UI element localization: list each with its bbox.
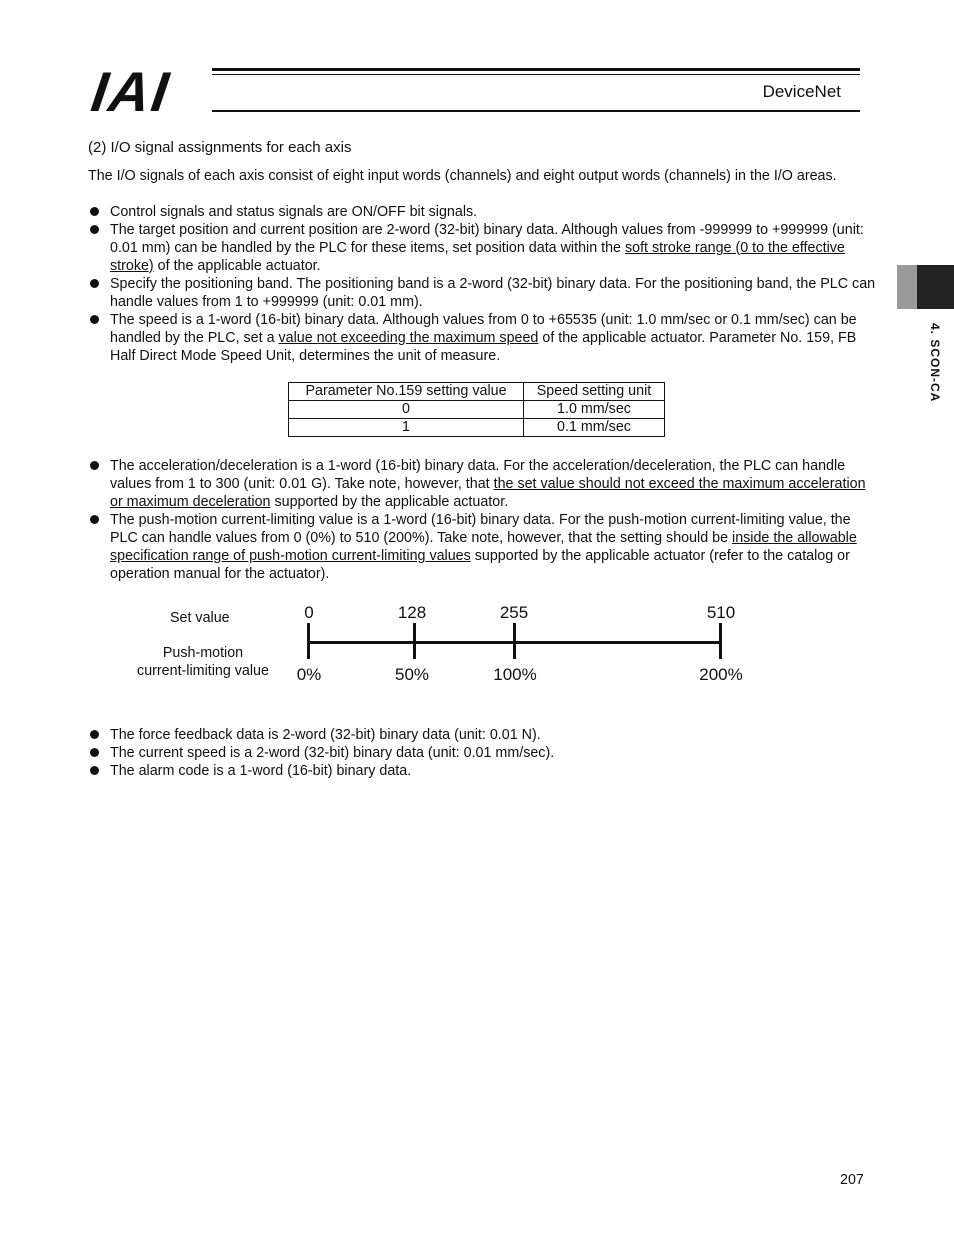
speed-unit-table bbox=[288, 382, 665, 437]
list-item: Specify the positioning band. The positioning band is a 2-word (32-bit) binary data. For the positioning band, the PLC can handle values from 1 to +999999 (unit: 0.01 mm). bbox=[88, 275, 878, 311]
set-value-tick-label: 0 bbox=[304, 603, 314, 622]
scale-tick bbox=[413, 623, 416, 659]
percent-tick-label: 50% bbox=[394, 665, 430, 684]
list-item: The current speed is a 2-word (32-bit) binary data (unit: 0.01 mm/sec). bbox=[88, 744, 878, 762]
table-cell: 0 bbox=[289, 401, 524, 419]
chapter-tab-dark bbox=[917, 265, 954, 309]
list-item: The acceleration/deceleration is a 1-word (16-bit) binary data. For the acceleration/deceleration, the PLC can handle values from 1 to 300 (unit: 0.01 G). Take note, however, that the set value should not exceed the maximum acceleration or maximum deceleration supported by the applicable actuator. bbox=[88, 457, 878, 511]
list-item: The target position and current position are 2-word (32-bit) binary data. Although values from -999999 to +999999 (unit: 0.01 mm) can be handled by the PLC for these items, set position data within the soft stroke range (0 to the effective stroke) of the applicable actuator. bbox=[88, 221, 878, 275]
table-header-row bbox=[289, 383, 665, 401]
underlined-text: inside the allowable specification range of push-motion current-limiting values bbox=[110, 530, 857, 564]
table-header-cell: Parameter No.159 setting value bbox=[289, 383, 524, 401]
table-header-cell: Speed setting unit bbox=[524, 383, 665, 401]
table-row bbox=[289, 419, 665, 437]
chapter-tab-light bbox=[897, 265, 917, 309]
intro-paragraph: The I/O signals of each axis consist of eight input words (channels) and eight output words (channels) in the I/O areas. bbox=[88, 168, 837, 184]
scale-tick bbox=[719, 623, 722, 659]
set-value-tick-label: 255 bbox=[499, 603, 529, 622]
table-cell: 1 bbox=[289, 419, 524, 437]
underlined-text: soft stroke range (0 to the effective stroke) bbox=[110, 240, 845, 274]
list-item: The speed is a 1-word (16-bit) binary data. Although values from 0 to +65535 (unit: 1.0 mm/sec or 0.1 mm/sec) can be handled by the PLC, set a value not exceeding the maximum speed of the applicable actuator. Parameter No. 159, FB Half Direct Mode Speed Unit, determines the unit of measure. bbox=[88, 311, 878, 365]
list-item: The push-motion current-limiting value is a 1-word (16-bit) binary data. For the push-motion current-limiting value, the PLC can handle values from 0 (0%) to 510 (200%). Take note, however, that the setting should be inside the allowable specification range of push-motion current-limiting values supported by the applicable actuator (refer to the catalog or operation manual for the actuator). bbox=[88, 511, 878, 583]
scale-tick bbox=[513, 623, 516, 659]
list-item: The alarm code is a 1-word (16-bit) binary data. bbox=[88, 762, 878, 780]
underlined-text: value not exceeding the maximum speed bbox=[278, 330, 539, 346]
table-row bbox=[289, 401, 665, 419]
iai-logo: IAI bbox=[87, 60, 175, 123]
header-title: DeviceNet bbox=[762, 82, 841, 101]
push-motion-label: Push-motion current-limiting value bbox=[137, 645, 269, 679]
set-value-tick-label: 128 bbox=[397, 603, 427, 622]
bullet-list-top bbox=[88, 203, 878, 365]
percent-tick-label: 0% bbox=[296, 665, 322, 684]
percent-tick-label: 100% bbox=[493, 665, 537, 684]
section-heading: (2) I/O signal assignments for each axis bbox=[88, 139, 352, 156]
bullet-list-middle bbox=[88, 457, 878, 583]
page-number: 207 bbox=[840, 1172, 864, 1188]
bullet-list-bottom bbox=[88, 726, 878, 780]
table-cell: 0.1 mm/sec bbox=[524, 419, 665, 437]
set-value-label: Set value bbox=[170, 610, 230, 626]
percent-tick-label: 200% bbox=[699, 665, 743, 684]
list-item: Control signals and status signals are ON/OFF bit signals. bbox=[88, 203, 878, 221]
header-bottom-rule bbox=[212, 110, 860, 112]
list-item: The force feedback data is 2-word (32-bit) binary data (unit: 0.01 N). bbox=[88, 726, 878, 744]
chapter-tab-label: 4. SCON-CA bbox=[928, 323, 942, 403]
table-cell: 1.0 mm/sec bbox=[524, 401, 665, 419]
set-value-tick-label: 510 bbox=[706, 603, 736, 622]
scale-tick bbox=[307, 623, 310, 659]
header-rule bbox=[212, 68, 860, 75]
underlined-text: the set value should not exceed the maximum acceleration or maximum deceleration bbox=[110, 476, 866, 510]
